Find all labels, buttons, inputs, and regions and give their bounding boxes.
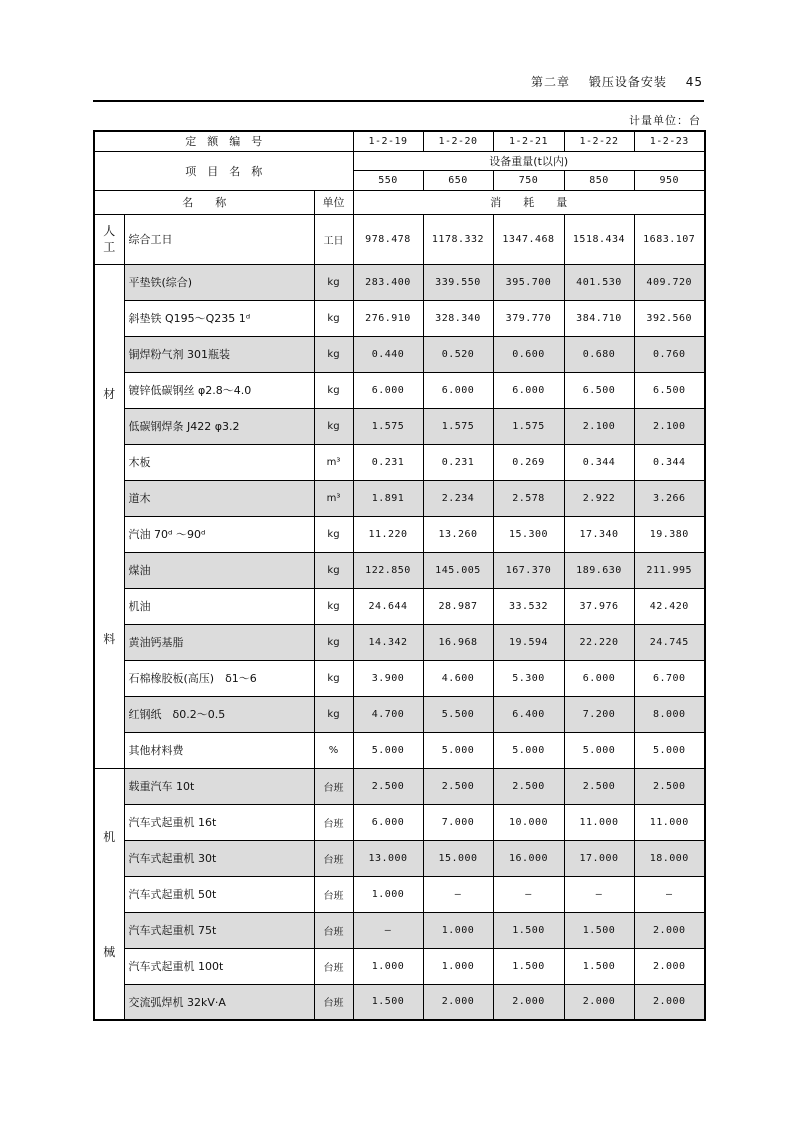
value-cell: 1.575 bbox=[493, 408, 564, 444]
table-row bbox=[94, 336, 705, 372]
value-cell: 16.968 bbox=[423, 624, 493, 660]
item-unit: 工日 bbox=[314, 214, 353, 264]
value-cell: — bbox=[353, 912, 423, 948]
value-cell: 0.680 bbox=[564, 336, 634, 372]
value-cell: 1.500 bbox=[493, 912, 564, 948]
value-cell: 379.770 bbox=[493, 300, 564, 336]
item-unit: 台班 bbox=[314, 840, 353, 876]
item-unit: 台班 bbox=[314, 876, 353, 912]
category-char: 机 bbox=[103, 829, 116, 844]
item-unit: 台班 bbox=[314, 948, 353, 984]
code-cell: 1-2-19 bbox=[353, 131, 423, 151]
item-name: 汽车式起重机 50t bbox=[124, 876, 314, 912]
code-cell: 1-2-22 bbox=[564, 131, 634, 151]
code-row bbox=[94, 131, 705, 151]
value-cell: 2.000 bbox=[564, 984, 634, 1020]
value-cell: 6.000 bbox=[423, 372, 493, 408]
machinery-category bbox=[94, 768, 124, 1020]
value-cell: 24.745 bbox=[634, 624, 705, 660]
value-cell: 0.269 bbox=[493, 444, 564, 480]
item-unit: kg bbox=[314, 516, 353, 552]
value-cell: 978.478 bbox=[353, 214, 423, 264]
item-name: 红钢纸 δ0.2～0.5 bbox=[124, 696, 314, 732]
table-row bbox=[94, 732, 705, 768]
table-row bbox=[94, 660, 705, 696]
value-cell: 276.910 bbox=[353, 300, 423, 336]
value-cell: 7.200 bbox=[564, 696, 634, 732]
value-cell: 6.700 bbox=[634, 660, 705, 696]
value-cell: 0.760 bbox=[634, 336, 705, 372]
value-cell: 11.220 bbox=[353, 516, 423, 552]
table-row bbox=[94, 300, 705, 336]
item-unit: kg bbox=[314, 660, 353, 696]
name-label: 名 称 bbox=[94, 190, 314, 214]
value-cell: 1.891 bbox=[353, 480, 423, 516]
value-cell: 2.500 bbox=[564, 768, 634, 804]
category-char: 料 bbox=[103, 632, 116, 646]
value-cell: — bbox=[493, 876, 564, 912]
value-cell: 409.720 bbox=[634, 264, 705, 300]
value-cell: 0.440 bbox=[353, 336, 423, 372]
item-unit: kg bbox=[314, 624, 353, 660]
table-row bbox=[94, 876, 705, 912]
value-cell: 3.900 bbox=[353, 660, 423, 696]
value-cell: 0.600 bbox=[493, 336, 564, 372]
value-cell: 1.500 bbox=[493, 948, 564, 984]
item-name: 平垫铁(综合) bbox=[124, 264, 314, 300]
value-cell: 13.000 bbox=[353, 840, 423, 876]
value-cell: 10.000 bbox=[493, 804, 564, 840]
value-cell: 189.630 bbox=[564, 552, 634, 588]
value-cell: 339.550 bbox=[423, 264, 493, 300]
table-row bbox=[94, 804, 705, 840]
value-cell: — bbox=[423, 876, 493, 912]
item-name: 汽车式起重机 16t bbox=[124, 804, 314, 840]
weight-cell: 750 bbox=[493, 170, 564, 190]
value-cell: 0.344 bbox=[634, 444, 705, 480]
value-cell: 1.500 bbox=[564, 912, 634, 948]
value-cell: 8.000 bbox=[634, 696, 705, 732]
category-label: 人工 bbox=[103, 224, 116, 254]
materials-category bbox=[94, 264, 124, 768]
value-cell: 2.000 bbox=[493, 984, 564, 1020]
value-cell: 384.710 bbox=[564, 300, 634, 336]
value-cell: 15.000 bbox=[423, 840, 493, 876]
table-row bbox=[94, 444, 705, 480]
item-unit: 台班 bbox=[314, 984, 353, 1020]
value-cell: 1.500 bbox=[564, 948, 634, 984]
value-cell: 283.400 bbox=[353, 264, 423, 300]
value-cell: 395.700 bbox=[493, 264, 564, 300]
value-cell: 11.000 bbox=[564, 804, 634, 840]
table-row bbox=[94, 768, 705, 804]
value-cell: 1.575 bbox=[353, 408, 423, 444]
code-cell: 1-2-21 bbox=[493, 131, 564, 151]
value-cell: 2.000 bbox=[634, 984, 705, 1020]
item-unit: kg bbox=[314, 300, 353, 336]
value-cell: 167.370 bbox=[493, 552, 564, 588]
value-cell: 5.500 bbox=[423, 696, 493, 732]
item-name: 木板 bbox=[124, 444, 314, 480]
table-row bbox=[94, 372, 705, 408]
item-name: 交流弧焊机 32kV·A bbox=[124, 984, 314, 1020]
item-unit: 台班 bbox=[314, 912, 353, 948]
labor-category bbox=[94, 214, 124, 264]
value-cell: 401.530 bbox=[564, 264, 634, 300]
item-unit: 台班 bbox=[314, 804, 353, 840]
value-cell: 1.500 bbox=[353, 984, 423, 1020]
value-cell: 11.000 bbox=[634, 804, 705, 840]
value-cell: 328.340 bbox=[423, 300, 493, 336]
value-cell: 1.000 bbox=[353, 948, 423, 984]
value-cell: 4.700 bbox=[353, 696, 423, 732]
value-cell: — bbox=[634, 876, 705, 912]
item-unit: kg bbox=[314, 264, 353, 300]
value-cell: 1347.468 bbox=[493, 214, 564, 264]
weight-cell: 850 bbox=[564, 170, 634, 190]
code-cell: 1-2-20 bbox=[423, 131, 493, 151]
value-cell: 2.234 bbox=[423, 480, 493, 516]
item-unit: 台班 bbox=[314, 768, 353, 804]
item-name: 其他材料费 bbox=[124, 732, 314, 768]
item-unit: m³ bbox=[314, 480, 353, 516]
value-cell: 6.000 bbox=[353, 804, 423, 840]
value-cell: 6.000 bbox=[493, 372, 564, 408]
item-unit: kg bbox=[314, 552, 353, 588]
value-cell: 2.000 bbox=[634, 948, 705, 984]
category-char: 材 bbox=[103, 387, 116, 401]
table-row bbox=[94, 984, 705, 1020]
item-unit: kg bbox=[314, 408, 353, 444]
value-cell: 6.400 bbox=[493, 696, 564, 732]
value-cell: 1.575 bbox=[423, 408, 493, 444]
table-row bbox=[94, 214, 705, 264]
item-unit: m³ bbox=[314, 444, 353, 480]
value-cell: 5.000 bbox=[353, 732, 423, 768]
table-row bbox=[94, 588, 705, 624]
table-row bbox=[94, 408, 705, 444]
item-name: 铜焊粉气剂 301瓶装 bbox=[124, 336, 314, 372]
value-cell: 5.000 bbox=[493, 732, 564, 768]
value-cell: 2.500 bbox=[353, 768, 423, 804]
value-cell: 15.300 bbox=[493, 516, 564, 552]
item-unit: kg bbox=[314, 588, 353, 624]
value-cell: 2.578 bbox=[493, 480, 564, 516]
item-name: 汽油 70ᵈ ～90ᵈ bbox=[124, 516, 314, 552]
value-cell: 2.922 bbox=[564, 480, 634, 516]
table-row bbox=[94, 552, 705, 588]
table-row bbox=[94, 696, 705, 732]
value-cell: 1683.107 bbox=[634, 214, 705, 264]
value-cell: 0.344 bbox=[564, 444, 634, 480]
item-name: 综合工日 bbox=[124, 214, 314, 264]
value-cell: 6.500 bbox=[564, 372, 634, 408]
value-cell: 1.000 bbox=[353, 876, 423, 912]
value-cell: 28.987 bbox=[423, 588, 493, 624]
value-cell: 16.000 bbox=[493, 840, 564, 876]
item-name: 煤油 bbox=[124, 552, 314, 588]
value-cell: 5.000 bbox=[634, 732, 705, 768]
weight-cell: 950 bbox=[634, 170, 705, 190]
value-cell: 33.532 bbox=[493, 588, 564, 624]
table-row bbox=[94, 516, 705, 552]
table-row bbox=[94, 264, 705, 300]
value-cell: 2.500 bbox=[634, 768, 705, 804]
value-cell: 18.000 bbox=[634, 840, 705, 876]
value-cell: 3.266 bbox=[634, 480, 705, 516]
weight-cell: 650 bbox=[423, 170, 493, 190]
value-cell: 0.520 bbox=[423, 336, 493, 372]
header-rule bbox=[93, 100, 704, 102]
item-name: 低碳钢焊条 J422 φ3.2 bbox=[124, 408, 314, 444]
value-cell: 211.995 bbox=[634, 552, 705, 588]
item-name: 机油 bbox=[124, 588, 314, 624]
value-cell: 2.000 bbox=[634, 912, 705, 948]
value-cell: 1.000 bbox=[423, 912, 493, 948]
page-header bbox=[93, 73, 703, 93]
item-unit: kg bbox=[314, 372, 353, 408]
item-name: 斜垫铁 Q195～Q235 1ᵈ bbox=[124, 300, 314, 336]
item-unit: % bbox=[314, 732, 353, 768]
quota-table bbox=[93, 130, 706, 1021]
value-cell: 14.342 bbox=[353, 624, 423, 660]
value-cell: 42.420 bbox=[634, 588, 705, 624]
value-cell: 2.500 bbox=[423, 768, 493, 804]
value-cell: 2.100 bbox=[564, 408, 634, 444]
item-name: 镀锌低碳钢丝 φ2.8～4.0 bbox=[124, 372, 314, 408]
value-cell: 1518.434 bbox=[564, 214, 634, 264]
value-cell: 13.260 bbox=[423, 516, 493, 552]
value-cell: 24.644 bbox=[353, 588, 423, 624]
item-label: 项 目 名 称 bbox=[94, 151, 353, 190]
item-unit: kg bbox=[314, 696, 353, 732]
value-cell: 1178.332 bbox=[423, 214, 493, 264]
value-cell: 5.300 bbox=[493, 660, 564, 696]
value-cell: — bbox=[564, 876, 634, 912]
item-name: 汽车式起重机 100t bbox=[124, 948, 314, 984]
item-name: 道木 bbox=[124, 480, 314, 516]
value-cell: 392.560 bbox=[634, 300, 705, 336]
item-name: 石棉橡胶板(高压) δ1～6 bbox=[124, 660, 314, 696]
value-cell: 37.976 bbox=[564, 588, 634, 624]
value-cell: 122.850 bbox=[353, 552, 423, 588]
value-cell: 6.500 bbox=[634, 372, 705, 408]
value-cell: 6.000 bbox=[353, 372, 423, 408]
value-cell: 2.100 bbox=[634, 408, 705, 444]
value-cell: 17.340 bbox=[564, 516, 634, 552]
value-cell: 0.231 bbox=[423, 444, 493, 480]
value-cell: 1.000 bbox=[423, 948, 493, 984]
weight-label: 设备重量(t以内) bbox=[353, 151, 705, 170]
value-cell: 6.000 bbox=[564, 660, 634, 696]
value-cell: 17.000 bbox=[564, 840, 634, 876]
value-cell: 4.600 bbox=[423, 660, 493, 696]
value-cell: 5.000 bbox=[564, 732, 634, 768]
weight-cell: 550 bbox=[353, 170, 423, 190]
code-cell: 1-2-23 bbox=[634, 131, 705, 151]
item-name: 黄油钙基脂 bbox=[124, 624, 314, 660]
chapter-label: 第二章 bbox=[531, 75, 571, 89]
value-cell: 2.000 bbox=[423, 984, 493, 1020]
table-row bbox=[94, 840, 705, 876]
unit-note: 计量单位：台 bbox=[629, 114, 701, 127]
item-name: 汽车式起重机 75t bbox=[124, 912, 314, 948]
value-cell: 22.220 bbox=[564, 624, 634, 660]
value-cell: 7.000 bbox=[423, 804, 493, 840]
value-cell: 19.594 bbox=[493, 624, 564, 660]
value-cell: 5.000 bbox=[423, 732, 493, 768]
value-cell: 19.380 bbox=[634, 516, 705, 552]
item-unit: kg bbox=[314, 336, 353, 372]
table-row bbox=[94, 624, 705, 660]
value-cell: 145.005 bbox=[423, 552, 493, 588]
category-char: 械 bbox=[103, 944, 116, 959]
table-row bbox=[94, 480, 705, 516]
table-row bbox=[94, 948, 705, 984]
code-label: 定 额 编 号 bbox=[94, 131, 353, 151]
column-header-row bbox=[94, 190, 705, 214]
consumption-label: 消 耗 量 bbox=[353, 190, 705, 214]
value-cell: 2.500 bbox=[493, 768, 564, 804]
item-name: 汽车式起重机 30t bbox=[124, 840, 314, 876]
unit-label: 单位 bbox=[314, 190, 353, 214]
page-number: 45 bbox=[685, 75, 703, 89]
item-name: 载重汽车 10t bbox=[124, 768, 314, 804]
table-row bbox=[94, 912, 705, 948]
weight-header-row bbox=[94, 151, 705, 170]
section-title: 锻压设备安装 bbox=[588, 75, 667, 89]
value-cell: 0.231 bbox=[353, 444, 423, 480]
